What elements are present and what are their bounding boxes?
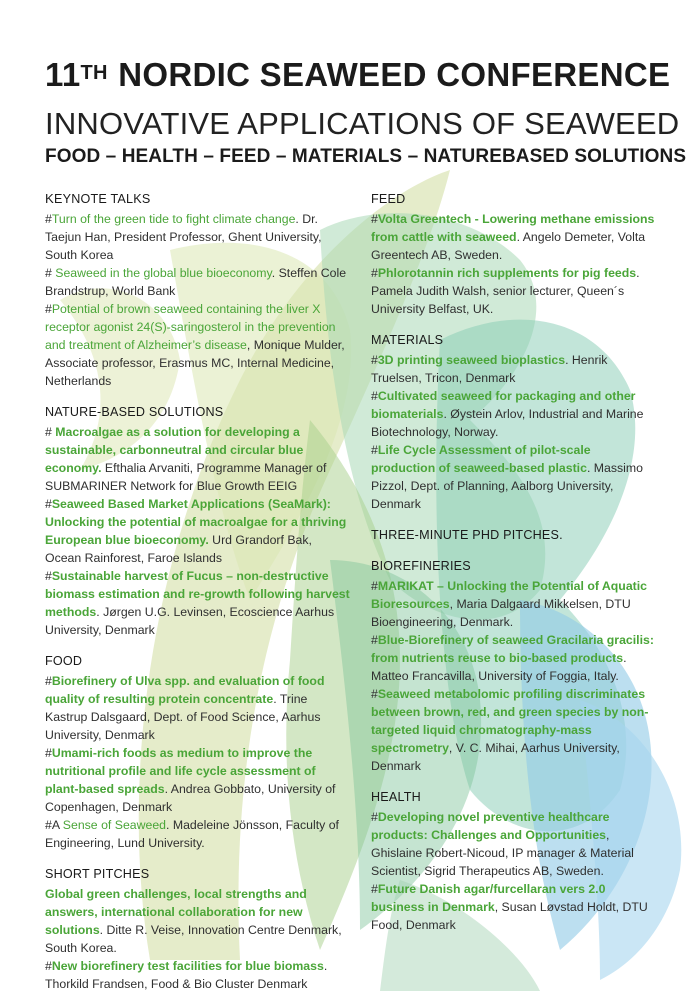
list-item: #Potential of brown seaweed containing the liver X receptor agonist 24(S)-saringosterol in the prevention and treatment of Alzheimer’s disease, Monique Mulder, Associate professor, Erasmus MC, Internal Medicine, Netherlands	[45, 302, 345, 388]
left-column	[45, 190, 350, 1006]
section-heading-nature-based: NATURE-BASED SOLUTIONS	[45, 405, 224, 419]
section-heading-biorefineries: BIOREFINERIES	[371, 559, 471, 573]
list-item: #Umami-rich foods as medium to improve the nutritional profile and life cycle assessment of plant-based spreads. Andrea Gobbato, University of Copenhagen, Denmark	[45, 746, 336, 814]
talk-title: New biorefinery test facilities for blue biomass	[51, 959, 324, 973]
section-heading-materials: MATERIALS	[371, 333, 444, 347]
talk-title: Global green challenges, local strengths and answers, international collaboration for new solutions	[45, 887, 307, 937]
list-item: #Volta Greentech - Lowering methane emissions from cattle with seaweed. Angelo Demeter, Volta Greentech AB, Sweden.	[371, 212, 655, 262]
section-biorefineries	[371, 557, 656, 775]
talk-title: Macroalgae as a solution for developing a sustainable, carbonneutral and circular blue economy.	[45, 425, 304, 475]
talk-title: Blue-Biorefinery of seaweed Gracilaria gracilis: from nutrients reuse to bio-based products	[371, 633, 654, 665]
title-number: 11	[45, 56, 81, 93]
talk-title: Sense of Seaweed	[62, 818, 167, 832]
list-item: #Turn of the green tide to fight climate change. Dr. Taejun Han, President Professor, Ghent University, South Korea	[45, 212, 322, 262]
section-heading-keynote: KEYNOTE TALKS	[45, 191, 151, 206]
list-item: #Phlorotannin rich supplements for pig feeds. Pamela Judith Walsh, senior lecturer, Queen´s University Belfast, UK.	[371, 266, 640, 316]
list-item: #Developing novel preventive healthcare products: Challenges and Opportunities, Ghislaine Robert-Nicoud, IP manager & Material Scientist, Sigrid Therapeutics AB, Sweden.	[371, 810, 634, 878]
list-item: #Sustainable harvest of Fucus – non-destructive biomass estimation and re-growth following harvest methods. Jørgen U.G. Levinsen, Ecoscience Aarhus University, Denmark	[45, 569, 350, 637]
list-item: #MARIKAT – Unlocking the Potential of Aquatic Bioresources, Maria Dalgaard Mikkelsen, DTU Bioengineering, Denmark.	[371, 579, 648, 629]
list-item: #Seaweed Based Market Applications (SeaMark): Unlocking the potential of macroalgae for a thriving European blue bioeconomy. Urd Grandorf Bak, Ocean Rainforest, Faroe Islands	[45, 497, 347, 565]
talk-title: Turn of the green tide to fight climate change	[51, 212, 296, 226]
list-item: #Cultivated seaweed for packaging and other biomaterials. Øystein Arlov, Industrial and Marine Biotechnology, Norway.	[371, 389, 644, 439]
section-materials	[371, 331, 656, 513]
section-three-minute-phd	[371, 526, 656, 544]
talk-title: MARIKAT – Unlocking the Potential of Aquatic Bioresources	[371, 579, 648, 611]
right-column	[371, 190, 656, 947]
talk-title: Life Cycle Assessment of pilot-scale production of seaweed-based plastic	[371, 443, 591, 475]
talk-title: Seaweed Based Market Applications (SeaMark): Unlocking the potential of macroalgae for a thriving European blue bioeconomy.	[45, 497, 347, 547]
conference-title	[45, 56, 670, 94]
section-heading-short-pitches: SHORT PITCHES	[45, 867, 150, 881]
section-heading-feed: FEED	[371, 192, 406, 206]
talk-title: 3D printing seaweed bioplastics	[377, 353, 566, 367]
talk-title: Future Danish agar/furcellaran vers 2.0 business in Denmark	[371, 882, 606, 914]
talk-title: Potential of brown seaweed containing the liver X receptor agonist 24(S)-saringosterol in the prevention and treatment of Alzheimer’s disease	[45, 302, 336, 352]
title-main: NORDIC SEAWEED CONFERENCE	[118, 56, 671, 93]
list-item: #Biorefinery of Ulva spp. and evaluation of food quality of resulting protein concentrate. Trine Kastrup Dalsgaard, Dept. of Food Science, Aarhus University, Denmark	[45, 674, 325, 742]
title-ordinal: TH	[80, 62, 108, 84]
talk-title: Seaweed in the global blue bioeconomy	[55, 266, 272, 280]
list-item: #Life Cycle Assessment of pilot-scale production of seaweed-based plastic. Massimo Pizzol, Dept. of Planning, Aalborg University, Denmark	[371, 443, 643, 511]
talk-title: Umami-rich foods as medium to improve the nutritional profile and life cycle assessment of plant-based spreads	[45, 746, 316, 796]
talk-title: Biorefinery of Ulva spp. and evaluation of food quality of resulting protein concentrate	[45, 674, 325, 706]
section-heading-health: HEALTH	[371, 790, 421, 804]
talk-title: Seaweed metabolomic profiling discriminates between brown, red, and green species by non-targeted liquid chromatography-mass spectrometry	[371, 687, 649, 755]
talk-title: Cultivated seaweed for packaging and other biomaterials	[371, 389, 636, 421]
section-nature-based	[45, 403, 350, 639]
section-feed	[371, 190, 656, 318]
conference-subtitle: INNOVATIVE APPLICATIONS OF SEAWEED	[45, 106, 680, 141]
talk-title: Phlorotannin rich supplements for pig feeds	[377, 266, 637, 280]
section-keynote	[45, 190, 350, 390]
list-item: #New biorefinery test facilities for blue biomass. Thorkild Frandsen, Food & Bio Cluster Denmark	[45, 959, 328, 991]
list-item: #Future Danish agar/furcellaran vers 2.0 business in Denmark, Susan Løvstad Holdt, DTU Food, Denmark	[371, 882, 648, 932]
conference-tagline: FOOD – HEALTH – FEED – MATERIALS – NATUREBASED SOLUTIONS	[45, 146, 687, 167]
list-item: #A Sense of Seaweed. Madeleine Jönsson, Faculty of Engineering, Lund University.	[45, 818, 339, 850]
section-heading-three-minute-phd: THREE-MINUTE PHD PITCHES.	[371, 528, 563, 542]
talk-title: Developing novel preventive healthcare products: Challenges and Opportunities	[371, 810, 610, 842]
section-health	[371, 788, 656, 934]
list-item: #3D printing seaweed bioplastics. Henrik Truelsen, Tricon, Denmark	[371, 353, 608, 385]
list-item: # Seaweed in the global blue bioeconomy. Steffen Cole Brandstrup, World Bank	[45, 266, 347, 298]
section-food	[45, 652, 350, 852]
talk-title: Volta Greentech - Lowering methane emissions from cattle with seaweed	[371, 212, 655, 244]
list-item: Global green challenges, local strengths and answers, international collaboration for new solutions. Ditte R. Veise, Innovation Centre Denmark, South Korea.	[45, 887, 342, 955]
list-item: # Macroalgae as a solution for developing a sustainable, carbonneutral and circular blue economy. Efthalia Arvaniti, Programme Manager of SUBMARINER Network for Blue Growth EEIG	[45, 425, 327, 493]
section-heading-food: FOOD	[45, 654, 83, 668]
list-item: #Seaweed metabolomic profiling discriminates between brown, red, and green species by non-targeted liquid chromatography-mass spectrometry, V. C. Mihai, Aarhus University, Denmark	[371, 687, 649, 773]
list-item: #Blue-Biorefinery of seaweed Gracilaria gracilis: from nutrients reuse to bio-based products. Matteo Francavilla, University of Foggia, Italy.	[371, 633, 654, 683]
talk-title: Sustainable harvest of Fucus – non-destructive biomass estimation and re-growth following harvest methods	[45, 569, 350, 619]
section-short-pitches	[45, 865, 350, 993]
